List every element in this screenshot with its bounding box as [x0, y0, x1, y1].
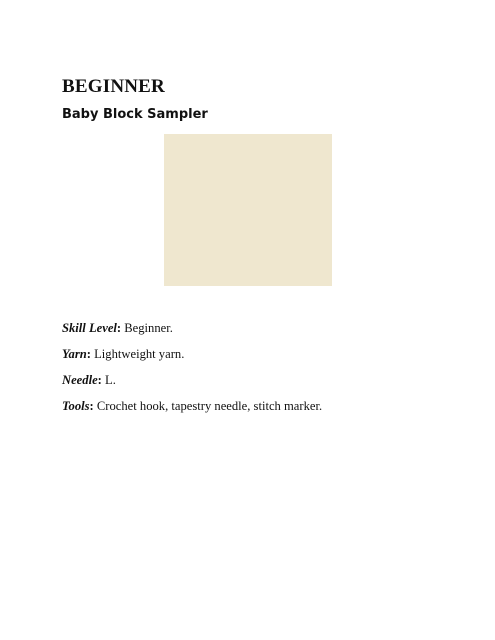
- needle-line: [62, 372, 116, 388]
- tools-label: Tools: [62, 399, 90, 413]
- tools-value: Crochet hook, tapestry needle, stitch marker.: [93, 399, 323, 413]
- needle-label: Needle: [62, 373, 98, 387]
- yarn-label: Yarn: [62, 347, 87, 361]
- skill-level-colon: :: [116, 321, 122, 335]
- needle-colon: :: [97, 373, 102, 387]
- skill-level-line: [62, 320, 173, 336]
- needle-value: L.: [101, 373, 116, 387]
- granny-square-image: [164, 134, 332, 286]
- yarn-colon: :: [86, 347, 91, 361]
- tools-colon: :: [89, 399, 94, 413]
- pattern-title: Baby Block Sampler: [62, 107, 208, 122]
- granny-square-photo: [164, 134, 332, 286]
- skill-level-value: Beginner.: [121, 321, 173, 335]
- skill-level-label: Skill Level: [62, 321, 117, 335]
- yarn-line: [62, 346, 184, 362]
- level-heading: BEGINNER: [62, 76, 165, 97]
- yarn-value: Lightweight yarn.: [90, 347, 185, 361]
- tools-line: [62, 398, 322, 414]
